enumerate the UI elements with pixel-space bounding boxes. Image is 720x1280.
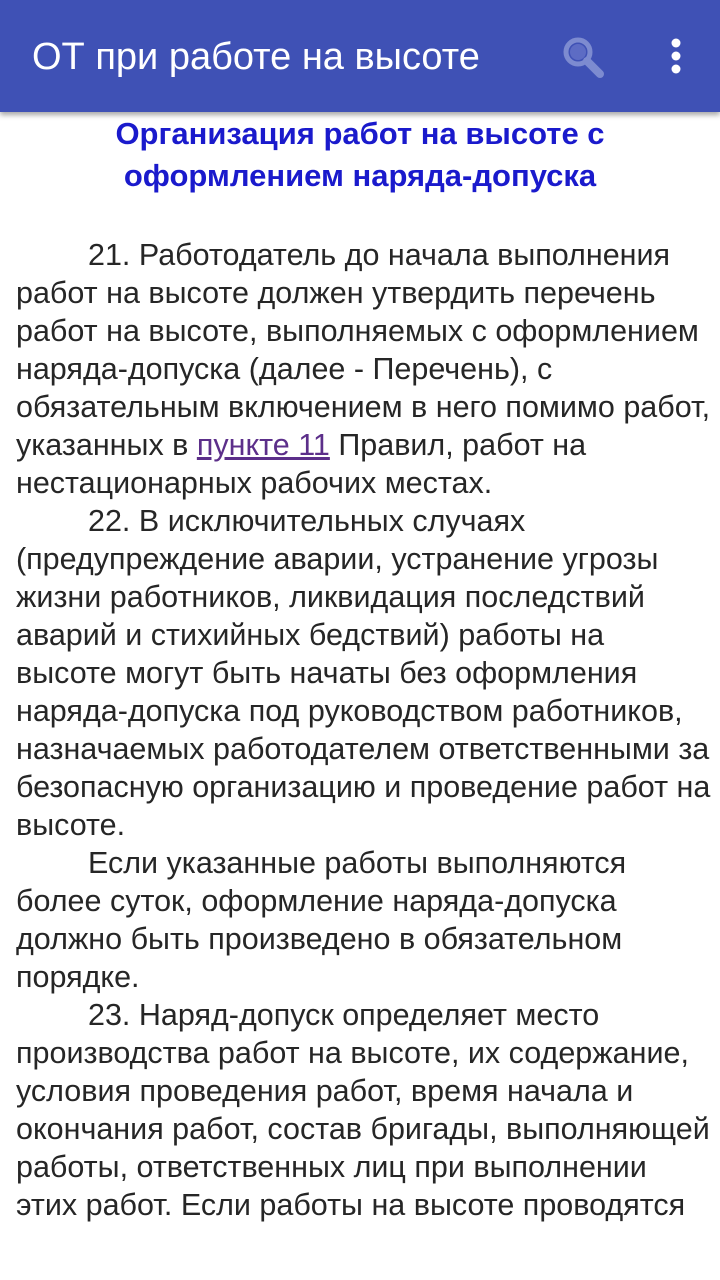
more-vert-icon xyxy=(656,30,696,86)
link-point-11[interactable]: пункте 11 xyxy=(196,428,330,462)
paragraph-22: 22. В исключительных случаях (предупреждение аварии, устранение угрозы жизни работников, ликвидация последствий аварий и стихийных бедствий) работы на высоте могут быть начаты без оформления наряда-допуска под руководством работников, назначаемых работодателем ответственными за безопасную организацию и проведение работ на высоте. xyxy=(16,504,711,842)
paragraph-22-continued: Если указанные работы выполняются более суток, оформление наряда-допуска должно быть произведено в обязательном порядке. xyxy=(16,846,627,994)
section-title: Организация работ на высоте с оформлением наряда-допуска xyxy=(115,116,605,193)
app-title: ОТ при работе на высоте xyxy=(32,36,480,78)
paragraph-23: 23. Наряд-допуск определяет место производства работ на высоте, их содержание, условия проведения работ, время начала и окончания работ, состав бригады, выполняющей работы, ответственных лиц при выполнении этих работ. Если работы на высоте проводятся xyxy=(16,998,710,1222)
paragraph-21 xyxy=(16,236,712,502)
app-bar xyxy=(0,0,720,112)
search-icon xyxy=(556,30,612,86)
overflow-menu-button[interactable] xyxy=(656,30,696,86)
document-view[interactable] xyxy=(0,112,720,1280)
paragraph-21-text-end: Правил, работ на нестационарных рабочих местах. xyxy=(16,428,587,500)
document-body xyxy=(16,236,712,1224)
search-button[interactable] xyxy=(556,30,612,86)
paragraph-21-text: 21. Работодатель до начала выполнения работ на высоте должен утвердить перечень работ на высоте, выполняемых с оформлением наряда-допуска (далее - Перечень), с обязательным включением в него помимо работ, указанных в xyxy=(16,238,711,462)
